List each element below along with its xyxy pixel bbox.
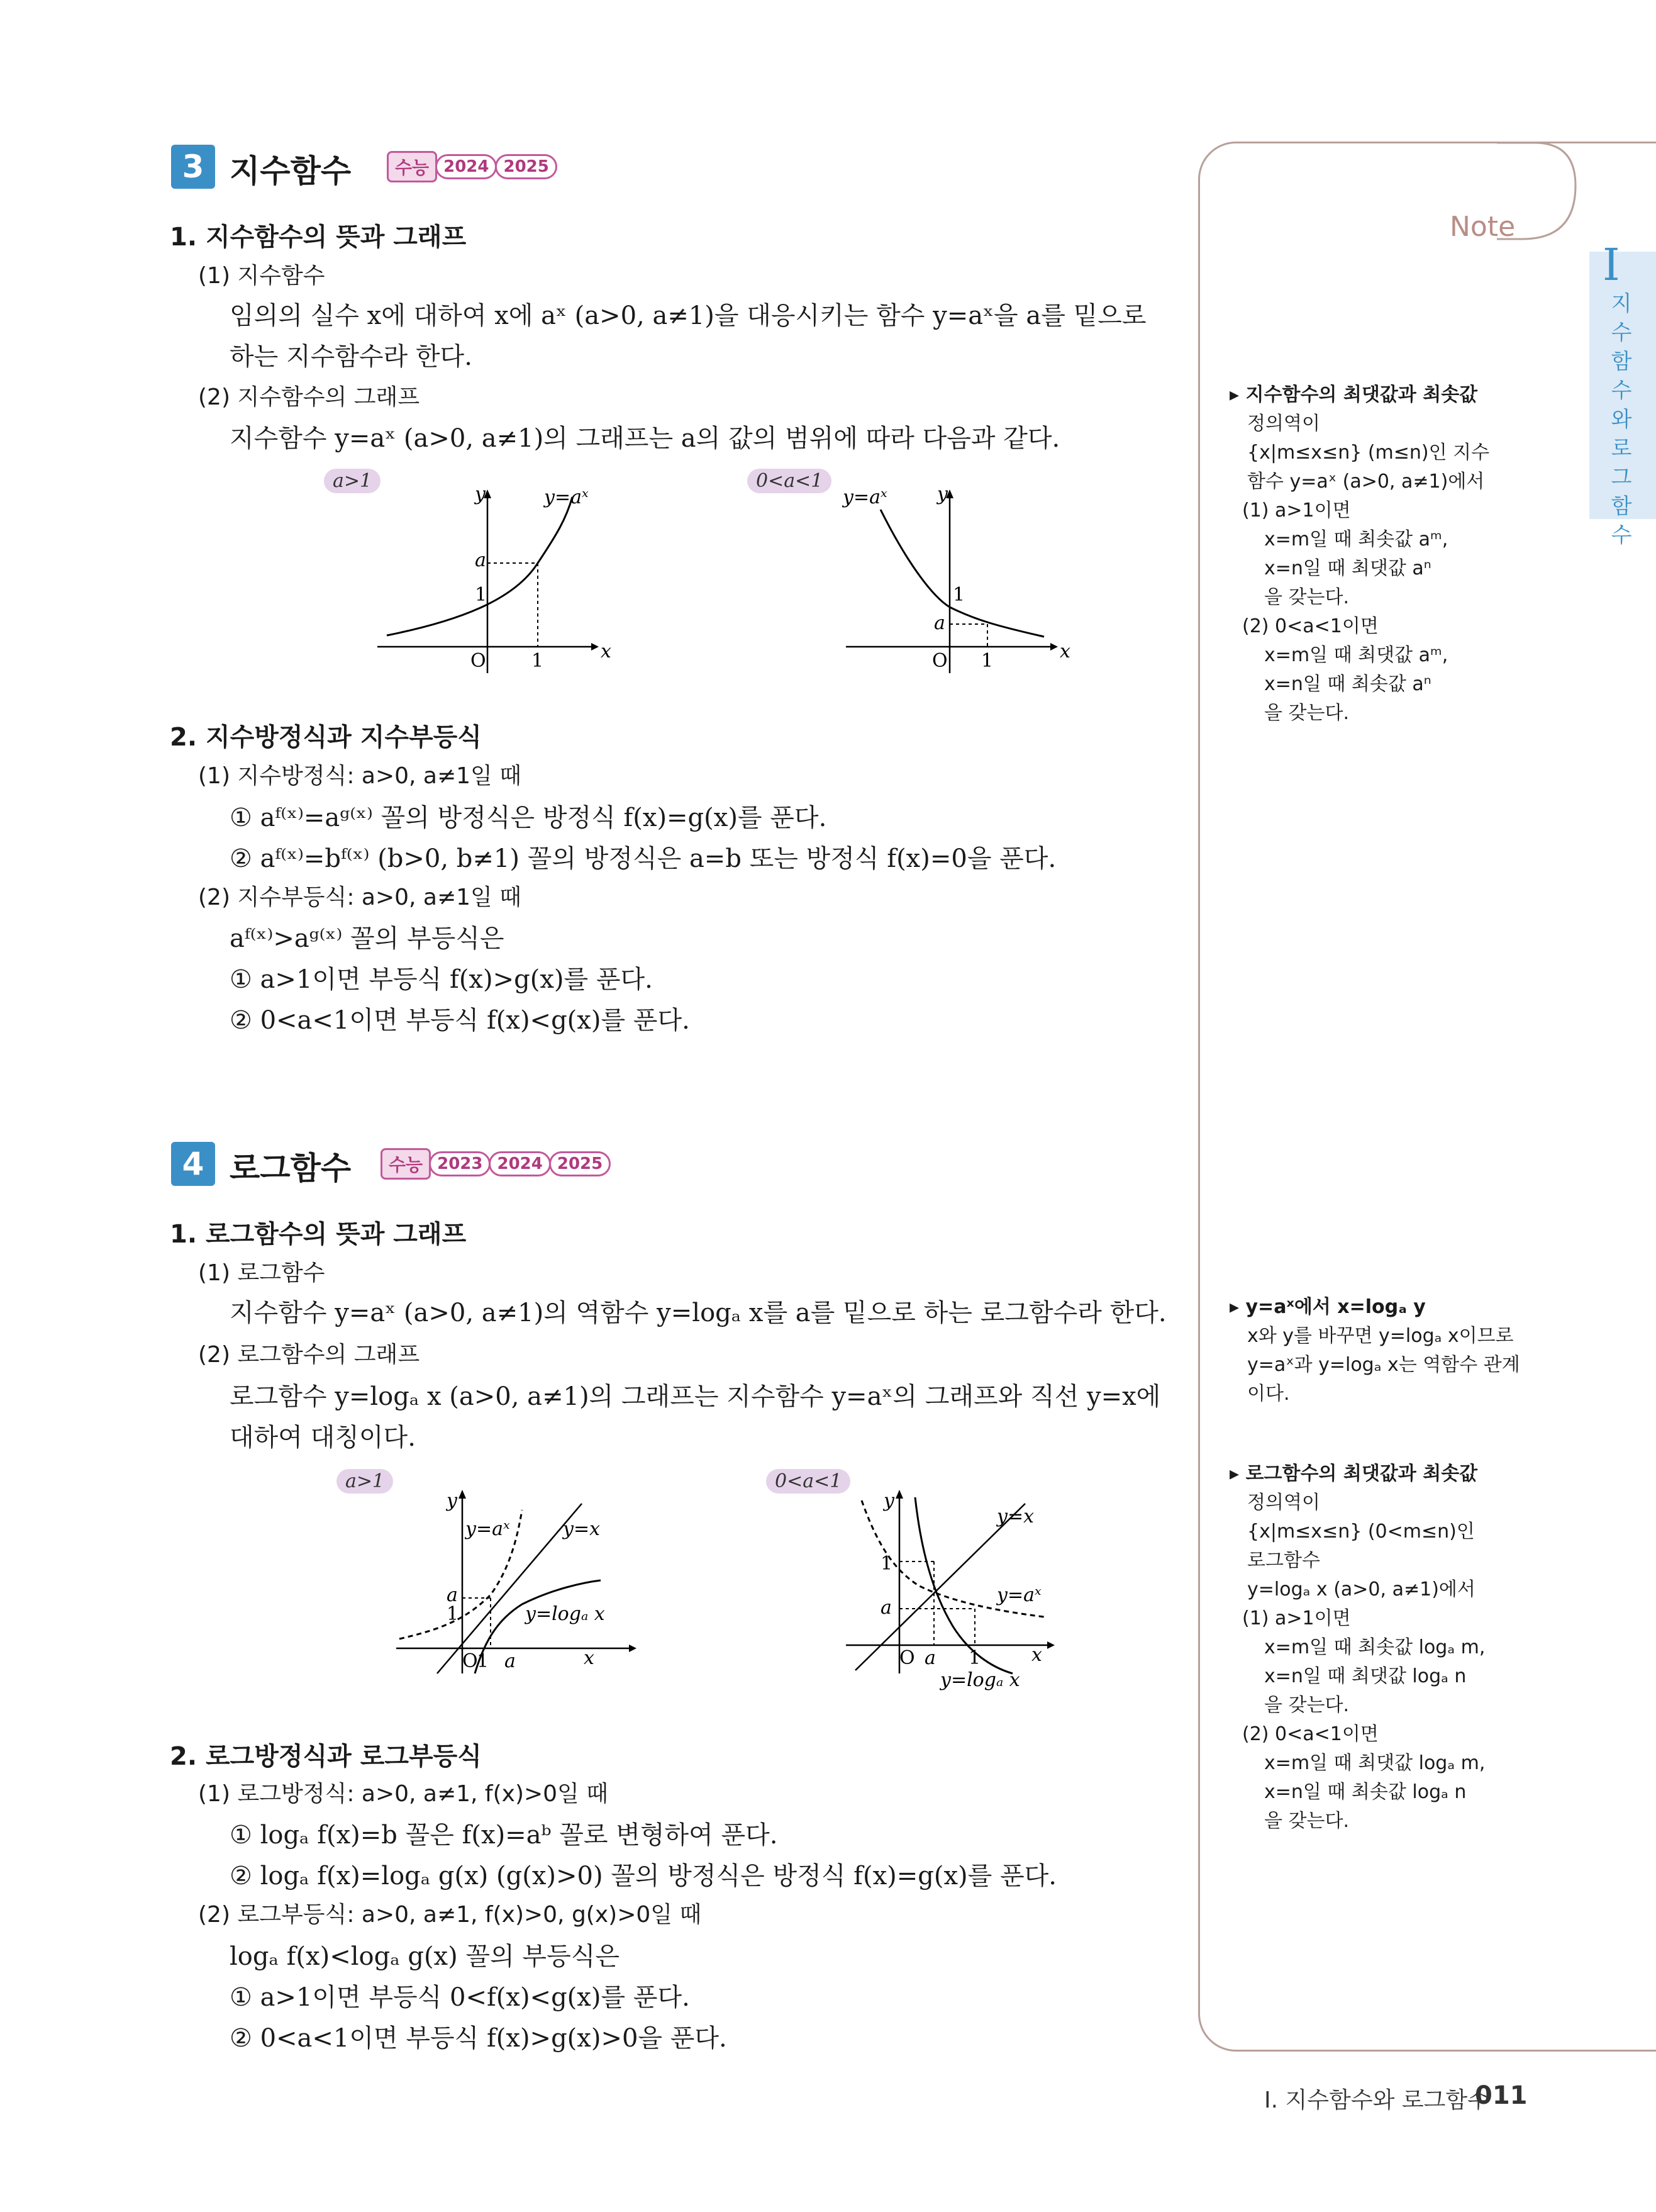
exp-graph-a-lt-1 [840,484,1079,679]
tick-a: a [504,1650,516,1672]
body-text: aᶠ⁽ˣ⁾>aᵍ⁽ˣ⁾ 꼴의 부등식은 [230,924,504,953]
year-badge: 2023 [429,1151,491,1176]
note-line: 함수 y=aˣ (a>0, a≠1)에서 [1247,471,1485,493]
section-title-exponential: 지수함수 [230,153,352,189]
subheading: (1) 로그방정식: a>0, a≠1, f(x)>0일 때 [198,1781,609,1807]
section-title-logarithmic: 로그함수 [230,1150,352,1187]
tick-1: 1 [969,1647,981,1669]
year-badge: 2024 [489,1151,550,1176]
origin-label: O [462,1650,478,1672]
note-line: 을 갖는다. [1264,702,1349,724]
body-text: 지수함수 y=aˣ (a>0, a≠1)의 역함수 y=logₐ x를 a를 밑으로 하는 로그함수라 한다. [230,1299,1167,1327]
body-text: 로그함수 y=logₐ x (a>0, a≠1)의 그래프는 지수함수 y=aˣ의 그래프와 직선 y=x에 [230,1382,1161,1411]
body-text: ① a>1이면 부등식 0<f(x)<g(x)를 푼다. [230,1983,690,2012]
tick-1: 1 [953,584,965,606]
exam-badges-3 [387,151,557,182]
note-line: 정의역이 [1247,413,1320,435]
heading: 2. 지수방정식과 지수부등식 [170,723,482,752]
heading: 1. 지수함수의 뜻과 그래프 [170,223,467,252]
body-text: ① logₐ f(x)=b 꼴은 f(x)=aᵇ 꼴로 변형하여 푼다. [230,1821,778,1850]
log-graph-a-gt-1 [396,1485,660,1680]
note-line: (1) a>1이면 [1242,500,1351,522]
section-number-4: 4 [171,1142,215,1186]
body-text: 지수함수 y=aˣ (a>0, a≠1)의 그래프는 a의 값의 범위에 따라 다음과 같다. [230,424,1060,453]
tick-1: 1 [531,650,544,672]
tick-a: a [447,1584,458,1606]
chapter-roman: I [1603,239,1620,291]
footer-chapter: I. 지수함수와 로그함수 [1264,2087,1489,2113]
side-tab-char: 함 [1611,494,1632,519]
curve-label-log: y=logₐ x [525,1603,605,1625]
body-text: logₐ f(x)<logₐ g(x) 꼴의 부등식은 [230,1942,620,1971]
body-text: ② logₐ f(x)=logₐ g(x) (g(x)>0) 꼴의 방정식은 방정식 f(x)=g(x)를 푼다. [230,1862,1057,1891]
curve-label-log: y=logₐ x [940,1669,1020,1691]
line-label-yx: y=x [997,1505,1035,1528]
side-tab-char: 수 [1611,378,1632,403]
suneung-badge: 수능 [387,151,437,182]
tick-1: 1 [475,584,487,606]
subheading: (1) 지수방정식: a>0, a≠1일 때 [198,763,522,789]
origin-label: O [470,650,486,672]
body-text: ① a>1이면 부등식 f(x)>g(x)를 푼다. [230,965,653,994]
x-axis-label: x [584,1647,594,1669]
note-block-exp-minmax [1230,381,1489,728]
year-badge: 2025 [495,154,557,179]
tick-a: a [881,1597,892,1619]
subheading: (2) 로그함수의 그래프 [198,1342,420,1368]
body-text: 대하여 대칭이다. [230,1423,416,1452]
subheading: (2) 지수함수의 그래프 [198,384,420,410]
graph-condition-label: 0<a<1 [747,469,831,493]
note-line: 을 갖는다. [1264,1694,1349,1716]
note-title: Note [1450,211,1516,243]
side-tab-char: 지 [1611,291,1632,316]
origin-label: O [932,650,948,672]
curve-label-exp: y=aˣ [465,1518,510,1540]
tick-a: a [475,549,486,571]
body-text: 하는 지수함수라 한다. [230,342,472,371]
graph-condition-label: a>1 [336,1469,393,1494]
note-line: 이다. [1247,1383,1290,1405]
year-badge: 2025 [549,1151,611,1176]
side-tab-char: 와 [1611,407,1632,432]
body-text: ② aᶠ⁽ˣ⁾=bᶠ⁽ˣ⁾ (b>0, b≠1) 꼴의 방정식은 a=b 또는 방정식 f(x)=0을 푼다. [230,844,1057,873]
x-axis-label: x [1031,1644,1042,1666]
note-line: 로그함수 [1247,1550,1320,1572]
line-label-yx: y=x [563,1518,601,1540]
note-block-inverse [1230,1293,1520,1409]
note-line: x와 y를 바꾸면 y=logₐ x이므로 [1247,1325,1514,1347]
subheading: (2) 로그부등식: a>0, a≠1, f(x)>0, g(x)>0일 때 [198,1902,702,1928]
tick-1: 1 [477,1650,489,1672]
curve-label-exp: y=aˣ [997,1584,1042,1606]
y-axis-label: y [447,1490,457,1512]
note-line: (2) 0<a<1이면 [1242,1723,1379,1745]
tick-a: a [925,1647,936,1669]
note-line: (1) a>1이면 [1242,1607,1351,1629]
graph-condition-label: a>1 [324,469,381,493]
note-line: ▸ 지수함수의 최댓값과 최솟값 [1230,384,1478,406]
page-number: 011 [1475,2081,1528,2110]
heading: 1. 로그함수의 뜻과 그래프 [170,1220,467,1249]
tick-a: a [934,612,945,634]
note-line: {x|m≤x≤n} (m≤n)인 지수 [1247,442,1490,464]
y-axis-label: y [937,484,948,505]
note-line: x=m일 때 최솟값 logₐ m, [1264,1636,1486,1658]
note-line: 을 갖는다. [1264,586,1349,608]
note-line: ▸ 로그함수의 최댓값과 최솟값 [1230,1463,1478,1485]
tick-1: 1 [981,650,994,672]
origin-label: O [899,1647,915,1669]
exam-badges-4 [381,1148,611,1180]
body-text: 임의의 실수 x에 대하여 x에 aˣ (a>0, a≠1)을 대응시키는 함수 y=aˣ을 a를 밑으로 [230,301,1147,330]
log-graph-a-lt-1 [843,1485,1094,1699]
tick-1: 1 [447,1603,459,1625]
note-line: 정의역이 [1247,1492,1320,1514]
subheading: (1) 로그함수 [198,1260,325,1286]
note-line: x=m일 때 최댓값 aᵐ, [1264,644,1448,666]
side-tab-char: 그 [1611,465,1632,490]
note-line: y=aˣ과 y=logₐ x는 역함수 관계 [1247,1354,1520,1376]
note-line: 을 갖는다. [1264,1810,1349,1832]
y-axis-label: y [884,1490,894,1512]
note-line: x=n일 때 최댓값 aⁿ [1264,557,1431,579]
tick-1: 1 [881,1553,893,1575]
subheading: (2) 지수부등식: a>0, a≠1일 때 [198,885,522,910]
graph-condition-label: 0<a<1 [766,1469,850,1494]
chapter-side-label [1606,289,1637,550]
suneung-badge: 수능 [381,1148,431,1180]
note-line: x=m일 때 최솟값 aᵐ, [1264,528,1448,550]
body-text: ① aᶠ⁽ˣ⁾=aᵍ⁽ˣ⁾ 꼴의 방정식은 방정식 f(x)=g(x)를 푼다. [230,803,827,832]
curve-label: y=aˣ [544,486,589,508]
note-line: x=m일 때 최댓값 logₐ m, [1264,1752,1486,1774]
note-line: x=n일 때 최솟값 logₐ n [1264,1781,1467,1803]
note-line: ▸ y=aˣ에서 x=logₐ y [1230,1296,1426,1318]
x-axis-label: x [601,640,611,662]
heading: 2. 로그방정식과 로그부등식 [170,1742,482,1771]
note-block-log-minmax [1230,1460,1485,1836]
side-tab-char: 함 [1611,349,1632,374]
body-text: ② 0<a<1이면 부등식 f(x)>g(x)>0을 푼다. [230,2024,727,2053]
note-line: {x|m≤x≤n} (0<m≤n)인 [1247,1521,1475,1543]
side-tab-char: 로 [1611,436,1632,461]
side-tab-char: 수 [1611,523,1632,548]
x-axis-label: x [1060,640,1070,662]
side-tab-char: 수 [1611,320,1632,345]
body-text: ② 0<a<1이면 부등식 f(x)<g(x)를 푼다. [230,1006,690,1035]
note-line: x=n일 때 최솟값 aⁿ [1264,673,1431,695]
subheading: (1) 지수함수 [198,263,325,289]
exp-graph-a-gt-1 [377,484,616,679]
note-line: y=logₐ x (a>0, a≠1)에서 [1247,1578,1475,1600]
section-number-3: 3 [171,145,215,189]
curve-label: y=aˣ [843,486,887,508]
y-axis-label: y [475,484,486,505]
year-badge: 2024 [435,154,497,179]
note-line: x=n일 때 최댓값 logₐ n [1264,1665,1467,1687]
note-line: (2) 0<a<1이면 [1242,615,1379,637]
